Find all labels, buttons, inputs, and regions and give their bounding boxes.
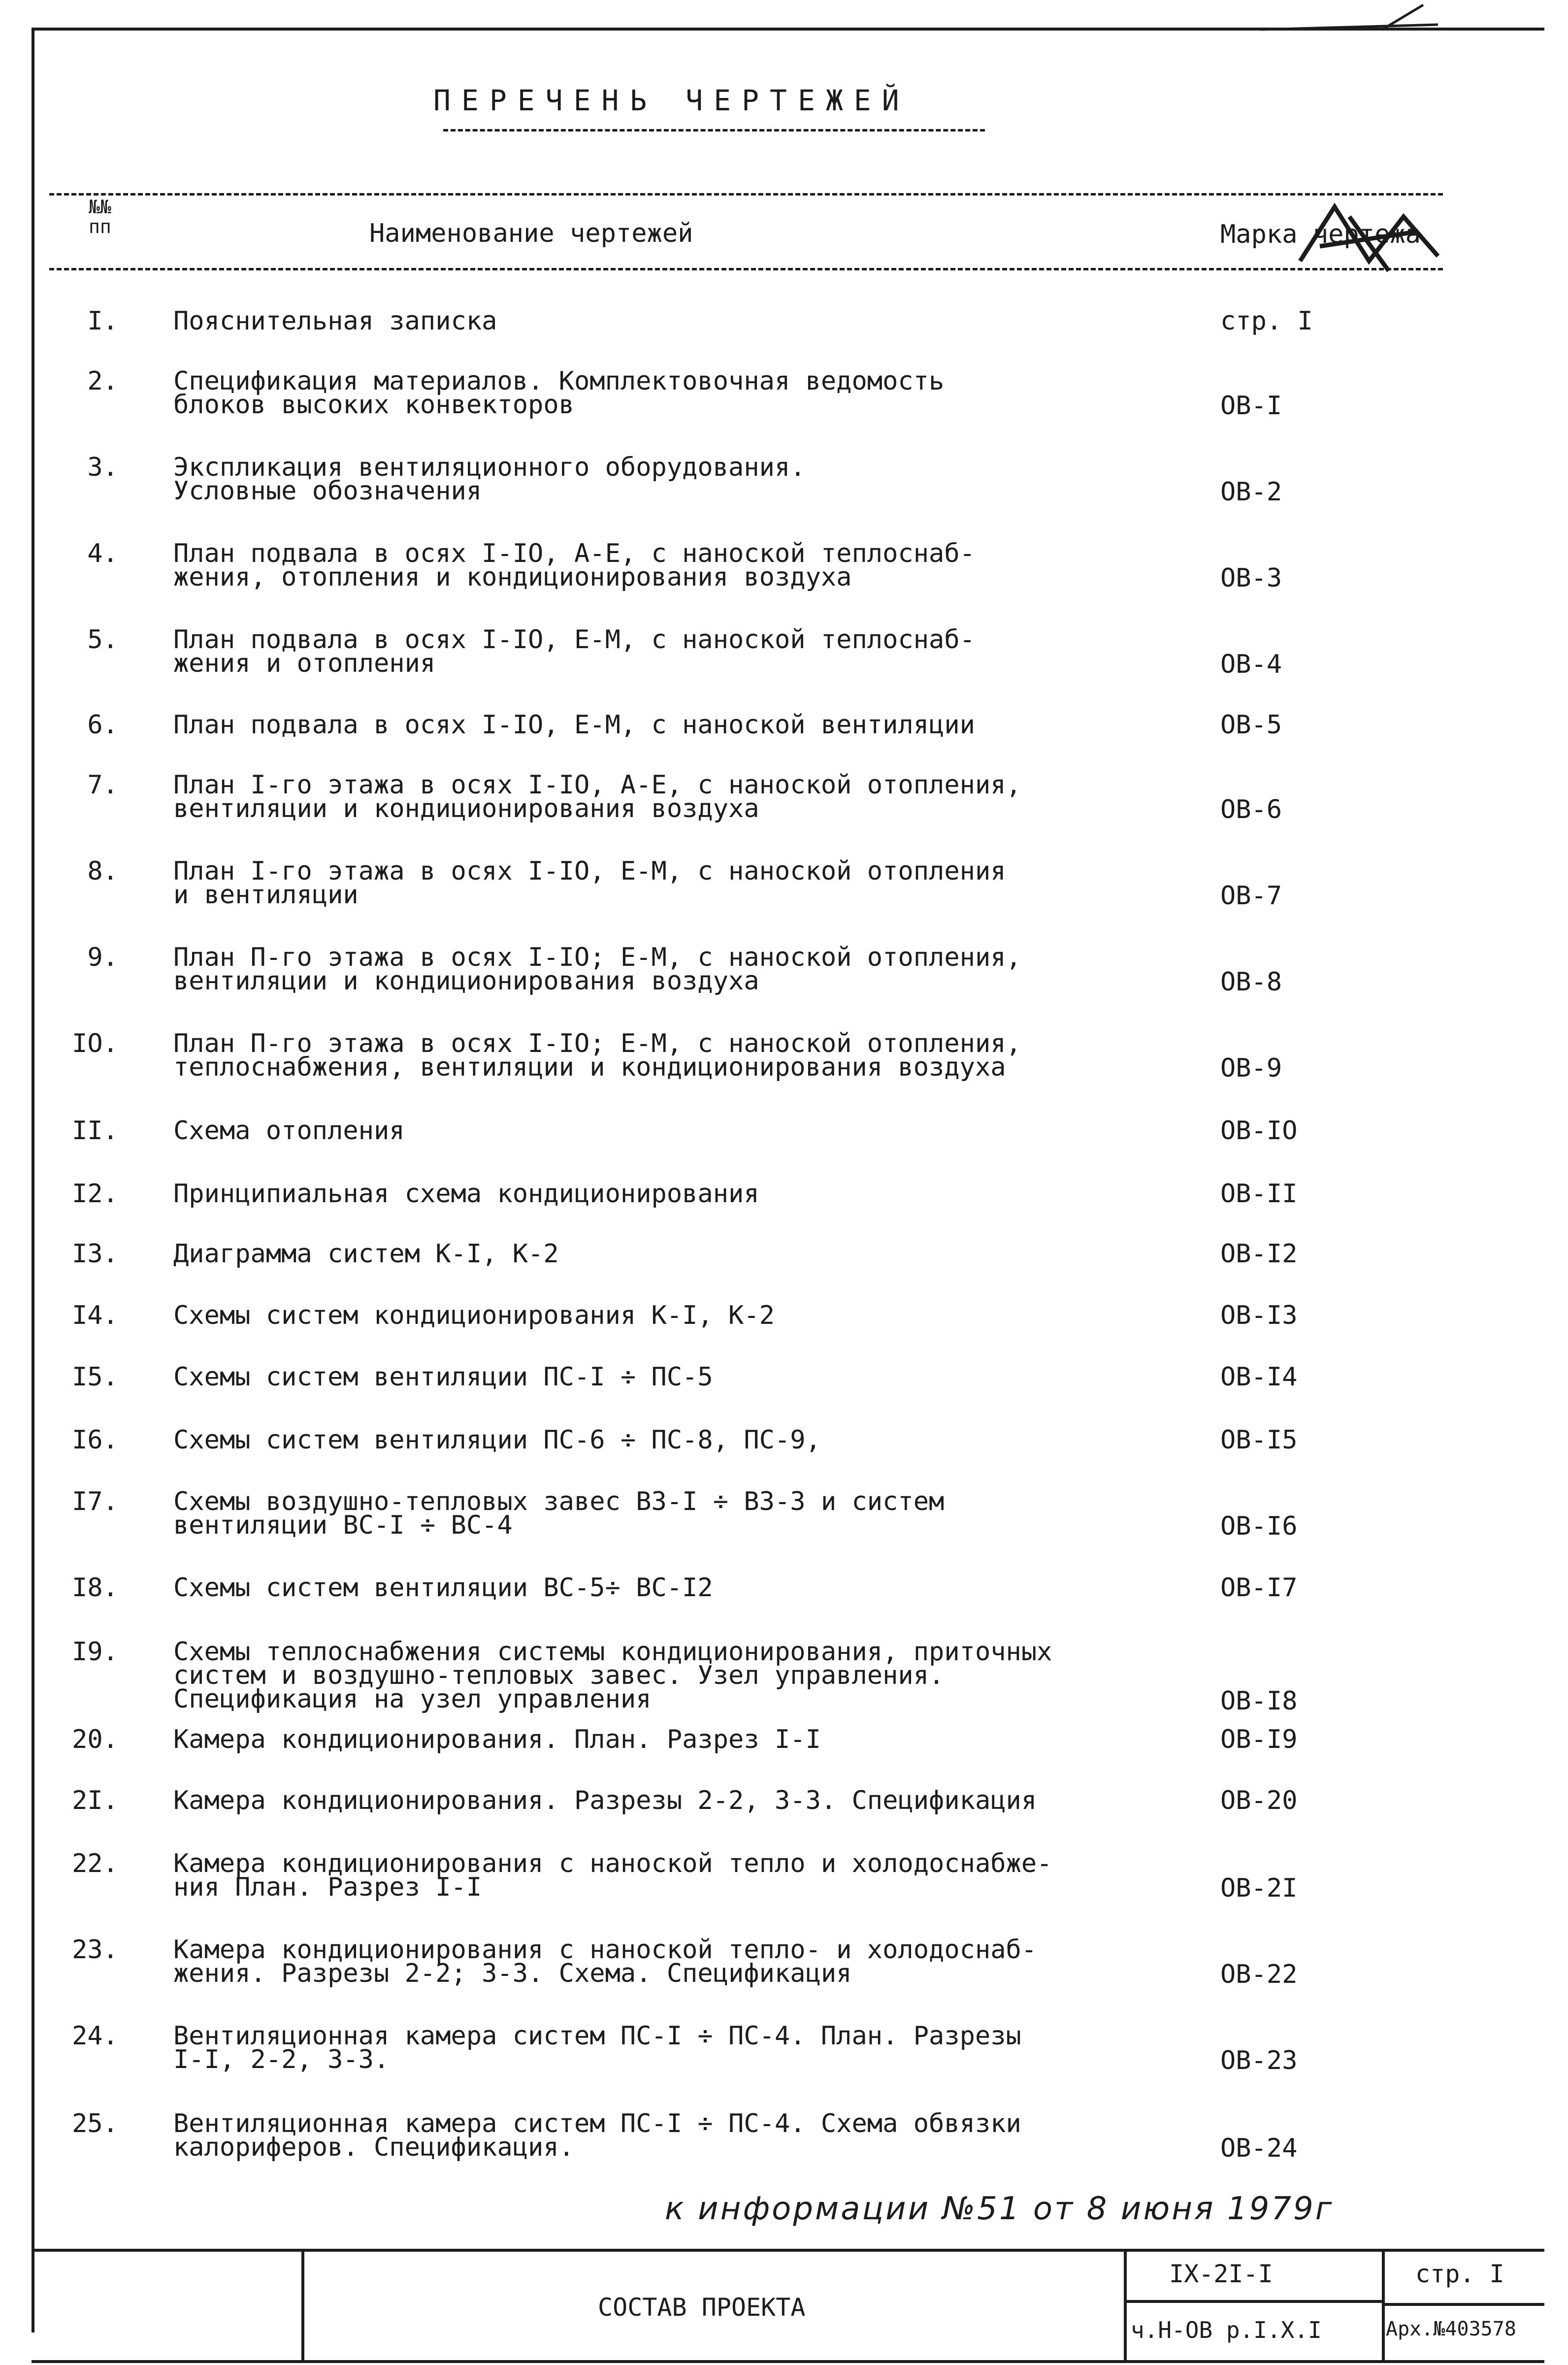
item-mark: ОВ-24 — [1220, 2134, 1298, 2163]
item-name: План I-го этажа в осях I-IO, А-Е, с наноской отопления, вентиляции и кондиционирования воздуха — [173, 770, 1021, 823]
item-mark: ОВ-I — [1220, 391, 1282, 421]
stamp-top-line — [32, 2249, 1544, 2252]
item-number: 23. — [72, 1935, 118, 1965]
item-name: Камера кондиционирования. План. Разрез I-I — [173, 1725, 821, 1754]
item-number: 22. — [72, 1849, 118, 1878]
item-number: I7. — [72, 1487, 118, 1516]
item-number: 20. — [72, 1725, 118, 1754]
item-name: Пояснительная записка — [173, 306, 497, 336]
ink-scribble — [1290, 187, 1468, 286]
item-number: 24. — [72, 2021, 118, 2051]
item-name: Схемы систем вентиляции ПС-6 ÷ ПС-8, ПС-9, — [173, 1425, 821, 1455]
stamp-bottom-line — [32, 2360, 1544, 2363]
header-number-label: №№ пп — [89, 196, 111, 237]
item-mark: стр. I — [1220, 306, 1313, 336]
item-name: План подвала в осях I-IO, А-Е, с наноской теплоснаб- жения, отопления и кондиционирования воздуха — [173, 539, 975, 592]
item-mark: ОВ-20 — [1220, 1786, 1298, 1815]
item-mark: ОВ-2I — [1220, 1873, 1298, 1903]
item-number: 3. — [87, 453, 118, 482]
stamp-part: ч.Н-ОВ р.I.X.I — [1131, 2317, 1322, 2343]
item-name: План П-го этажа в осях I-IO; Е-М, с наноской отопления, теплоснабжения, вентиляции и кондиционирования воздуха — [173, 1029, 1021, 1082]
item-name: Схема отопления — [173, 1116, 405, 1146]
item-name: Камера кондиционирования с наноской тепло- и холодоснаб- жения. Разрезы 2-2; 3-3. Схема. Спецификация — [173, 1935, 1037, 1988]
item-name: Схемы систем кондиционирования К-I, К-2 — [173, 1301, 775, 1330]
item-number: 4. — [87, 539, 118, 568]
title-underline — [443, 129, 985, 131]
item-mark: ОВ-9 — [1220, 1053, 1282, 1083]
item-number: I5. — [72, 1362, 118, 1392]
item-number: I8. — [72, 1573, 118, 1603]
item-number: 8. — [87, 856, 118, 886]
item-name: Спецификация материалов. Комплектовочная ведомость блоков высоких конвекторов — [173, 366, 945, 420]
item-name: Диаграмма систем К-I, К-2 — [173, 1239, 559, 1269]
item-name: Схемы систем вентиляции ВС-5÷ ВС-I2 — [173, 1573, 713, 1603]
item-mark: ОВ-I8 — [1220, 1686, 1298, 1716]
item-number: 6. — [87, 710, 118, 740]
item-name: План I-го этажа в осях I-IO, Е-М, с наноской отопления и вентиляции — [173, 856, 1006, 910]
item-number: 2I. — [72, 1786, 118, 1815]
stamp-divider-2 — [1124, 2249, 1127, 2363]
item-number: IO. — [72, 1029, 118, 1058]
stamp-page: стр. I — [1415, 2260, 1504, 2288]
item-number: I9. — [72, 1637, 118, 1667]
item-mark: ОВ-22 — [1220, 1960, 1298, 1989]
pen-stroke-top — [1261, 0, 1448, 39]
item-number: I2. — [72, 1179, 118, 1209]
item-mark: ОВ-II — [1220, 1179, 1298, 1209]
item-number: I3. — [72, 1239, 118, 1269]
item-name: Вентиляционная камера систем ПС-I ÷ ПС-4. План. Разрезы I-I, 2-2, 3-3. — [173, 2021, 1021, 2074]
item-name: Схемы воздушно-тепловых завес ВЗ-I ÷ ВЗ-3 и систем вентиляции ВС-I ÷ ВС-4 — [173, 1487, 945, 1540]
stamp-title: СОСТАВ ПРОЕКТА — [598, 2293, 806, 2322]
item-name: Схемы систем вентиляции ПС-I ÷ ПС-5 — [173, 1362, 713, 1392]
stamp-code: IX-2I-I — [1169, 2260, 1273, 2288]
item-number: I6. — [72, 1425, 118, 1455]
title-block — [32, 2249, 1568, 2365]
item-name: Вентиляционная камера систем ПС-I ÷ ПС-4. Схема обвязки калориферов. Спецификация. — [173, 2109, 1021, 2162]
item-number: 9. — [87, 943, 118, 972]
item-mark: ОВ-4 — [1220, 650, 1282, 679]
stamp-mid-line — [1124, 2300, 1382, 2303]
item-mark: ОВ-I4 — [1220, 1362, 1298, 1392]
item-mark: ОВ-2 — [1220, 477, 1282, 507]
item-name: Принципиальная схема кондиционирования — [173, 1179, 759, 1209]
item-mark: ОВ-I5 — [1220, 1425, 1298, 1455]
item-name: План подвала в осях I-IO, Е-М, с наноской теплоснаб- жения и отопления — [173, 625, 975, 678]
item-number: I4. — [72, 1301, 118, 1330]
item-mark: ОВ-23 — [1220, 2046, 1298, 2075]
header-bottom-rule — [49, 268, 1443, 270]
item-mark: ОВ-3 — [1220, 563, 1282, 593]
header-top-rule — [49, 193, 1443, 196]
item-number: II. — [72, 1116, 118, 1146]
item-mark: ОВ-7 — [1220, 881, 1282, 911]
header-mark-label: Марка чертежа — [1220, 220, 1421, 249]
item-mark: ОВ-IO — [1220, 1116, 1298, 1146]
item-name: Камера кондиционирования с наноской тепло и холодоснабже- ния План. Разрез I-I — [173, 1849, 1052, 1902]
header-name-label: Наименование чертежей — [369, 219, 693, 248]
stamp-mid-line-2 — [1382, 2303, 1544, 2306]
item-number: 2. — [87, 366, 118, 396]
item-name: Камера кондиционирования. Разрезы 2-2, 3-3. Спецификация — [173, 1786, 1037, 1815]
item-number: I. — [87, 306, 118, 336]
item-number: 7. — [87, 770, 118, 800]
page-title: ПЕРЕЧЕНЬ ЧЕРТЕЖЕЙ — [433, 84, 910, 117]
item-mark: ОВ-I6 — [1220, 1511, 1298, 1541]
stamp-archive: Арх.№403578 — [1386, 2318, 1516, 2340]
item-mark: ОВ-I7 — [1220, 1573, 1298, 1603]
item-name: Схемы теплоснабжения системы кондиционирования, приточных систем и воздушно-тепловых завес. Узел управления. Спецификация на узел управления — [173, 1637, 1052, 1714]
item-mark: ОВ-8 — [1220, 967, 1282, 997]
item-mark: ОВ-I2 — [1220, 1239, 1298, 1269]
item-number: 25. — [72, 2109, 118, 2138]
stamp-divider-3 — [1382, 2249, 1385, 2363]
item-number: 5. — [87, 625, 118, 655]
item-mark: ОВ-I3 — [1220, 1301, 1298, 1330]
item-mark: ОВ-6 — [1220, 795, 1282, 824]
item-name: Экспликация вентиляционного оборудования. Условные обозначения — [173, 453, 806, 506]
stamp-divider-1 — [301, 2249, 304, 2363]
item-name: План П-го этажа в осях I-IO; Е-М, с наноской отопления, вентиляции и кондиционирования воздуха — [173, 943, 1021, 996]
item-mark: ОВ-I9 — [1220, 1725, 1298, 1754]
item-mark: ОВ-5 — [1220, 710, 1282, 740]
item-name: План подвала в осях I-IO, Е-М, с наноской вентиляции — [173, 710, 975, 740]
handwritten-note: к информации №51 от 8 июня 1979г — [665, 2191, 1334, 2227]
